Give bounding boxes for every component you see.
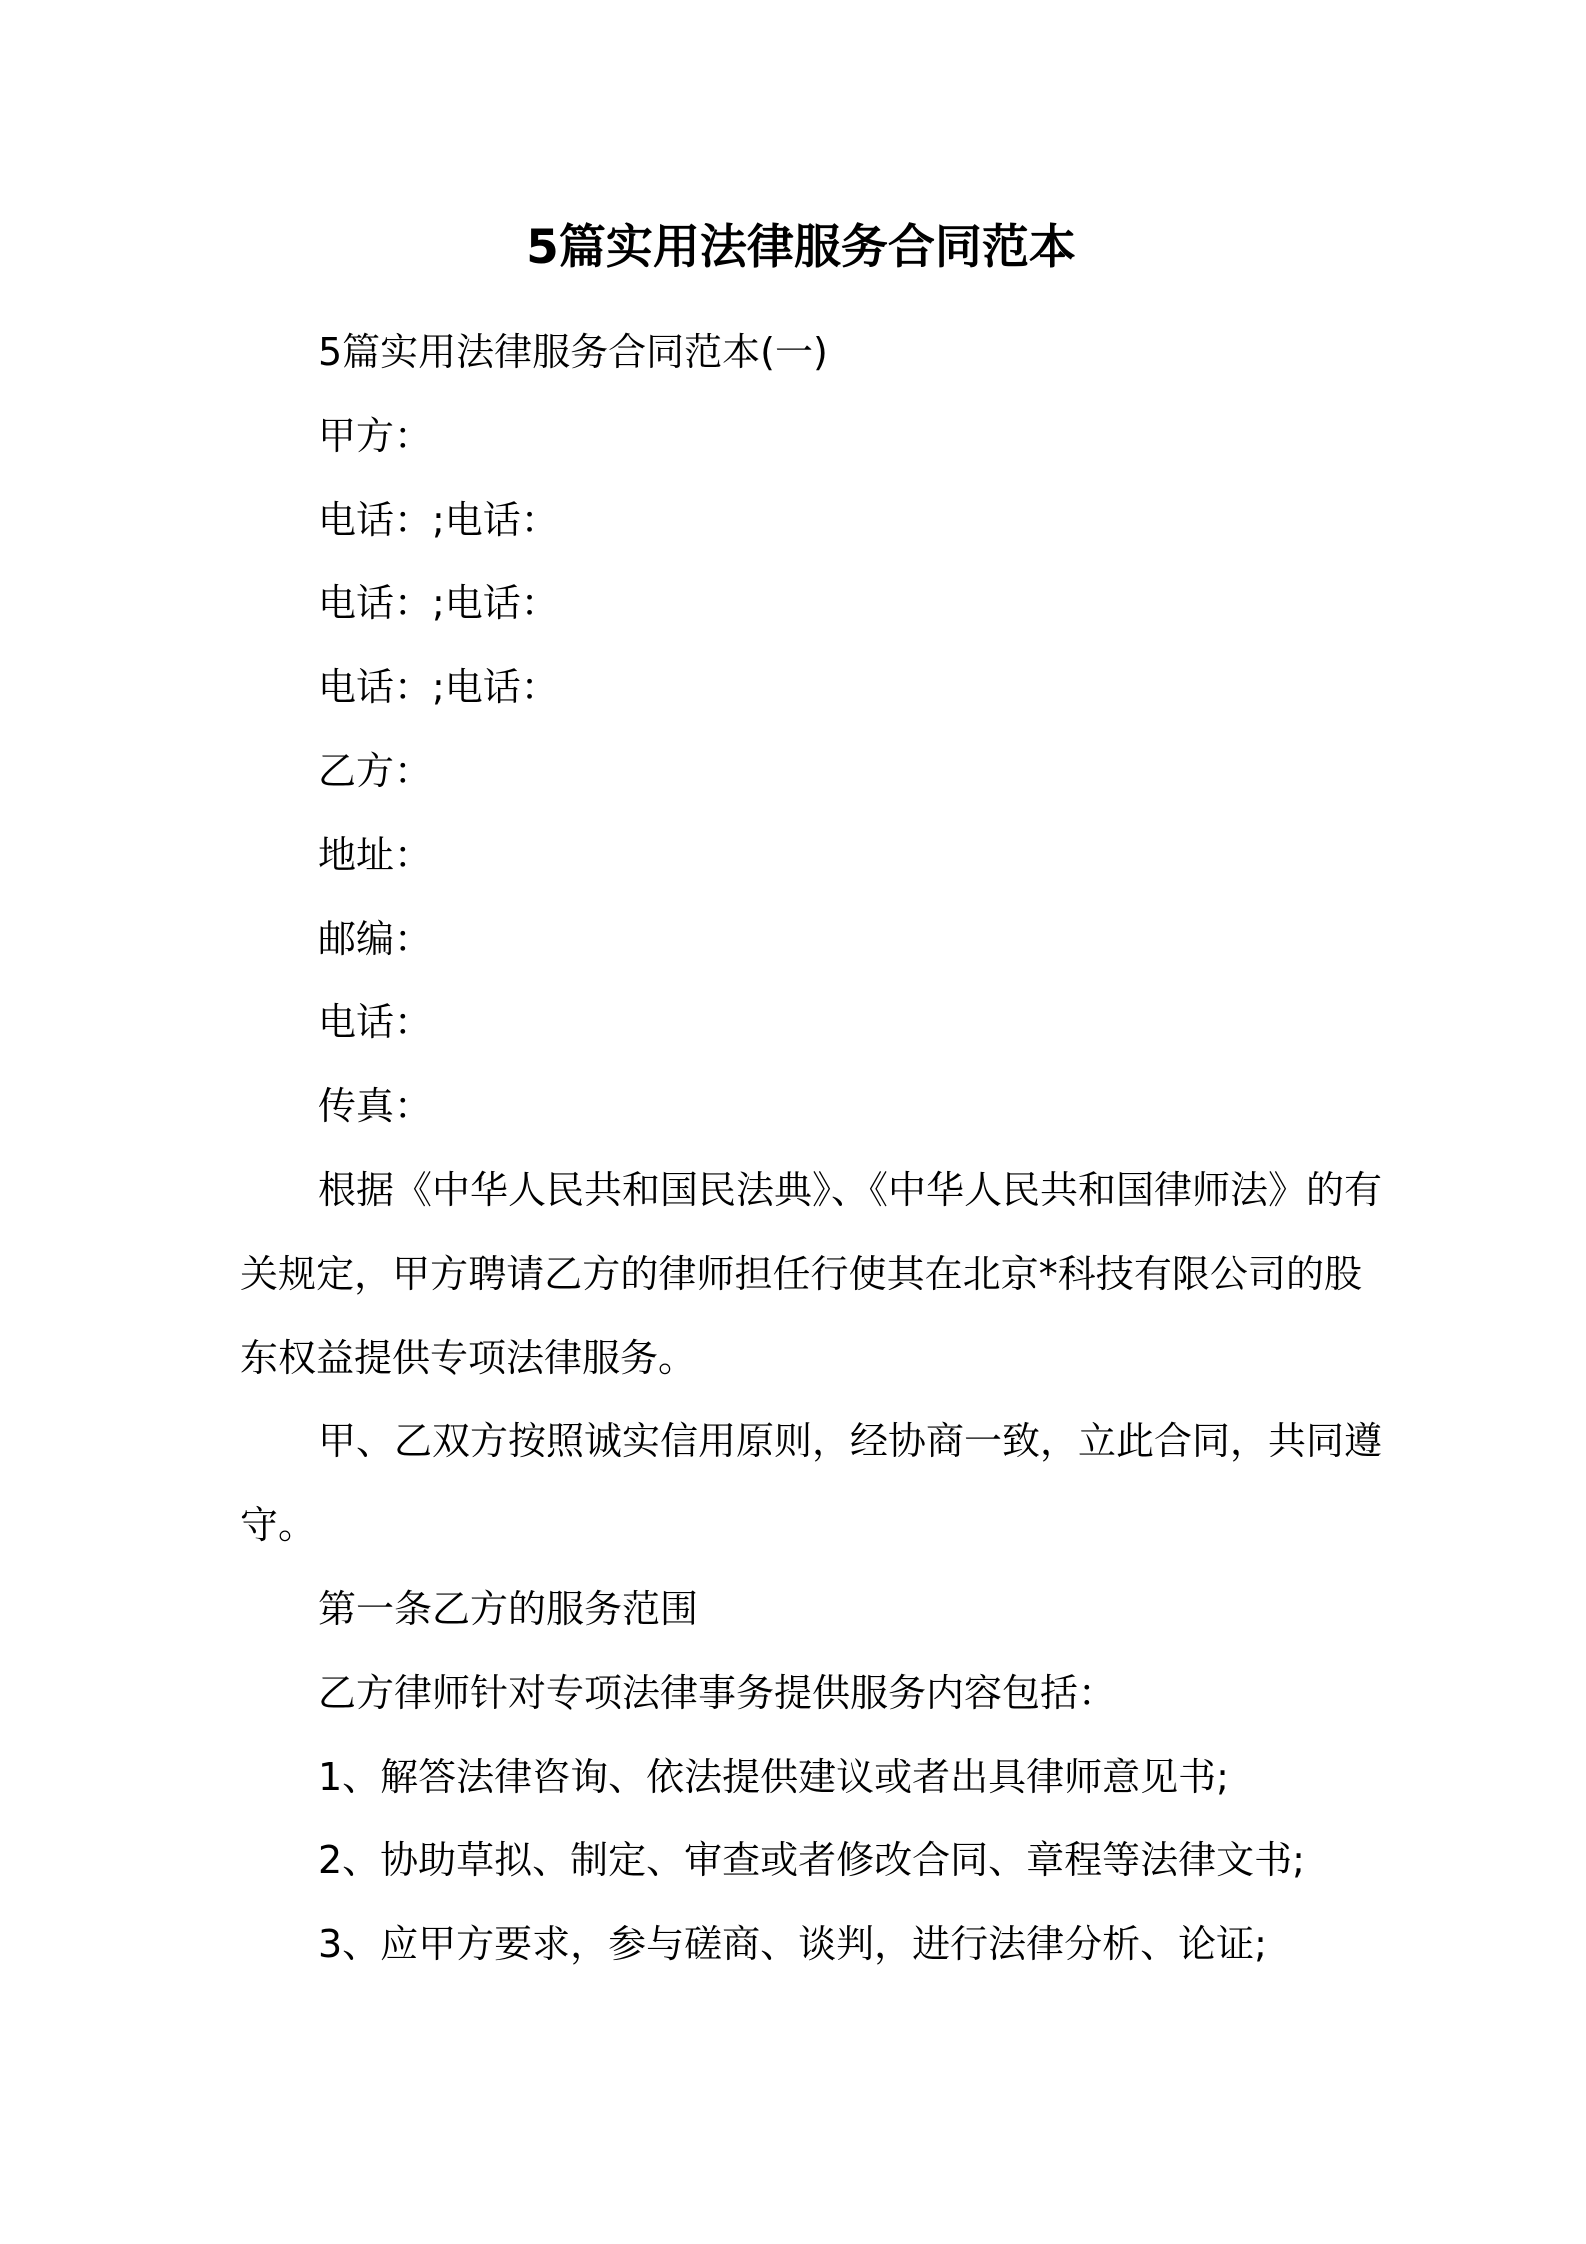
document-title: 5篇实用法律服务合同范本 [526, 220, 1076, 275]
article-1-intro: 乙方律师针对专项法律事务提供服务内容包括： [318, 1670, 1117, 1715]
article-1-heading: 第一条乙方的服务范围 [318, 1586, 699, 1631]
paragraph-line: 守。 [240, 1503, 317, 1548]
address-field: 地址： [318, 832, 433, 877]
fax-field: 传真： [318, 1084, 433, 1129]
phone-field-line: 电话：;电话： [318, 497, 559, 542]
paragraph-line: 根据《中华人民共和国民法典》、《中华人民共和国律师法》的有 [318, 1167, 1383, 1212]
paragraph-line: 东权益提供专项法律服务。 [240, 1335, 697, 1380]
document-body [240, 311, 1383, 1987]
postcode-field: 邮编： [318, 916, 433, 961]
phone-field: 电话： [318, 1000, 433, 1045]
service-item: 1、解答法律咨询、依法提供建议或者出具律师意见书; [318, 1754, 1229, 1799]
contract-subtitle: 5篇实用法律服务合同范本(一) [318, 330, 828, 374]
service-item: 2、协助草拟、制定、审查或者修改合同、章程等法律文书; [318, 1838, 1305, 1883]
party-a-field: 甲方： [318, 413, 433, 458]
service-item-list [240, 1736, 1362, 1987]
phone-field-line: 电话：;电话： [318, 665, 559, 710]
party-b-field: 乙方： [318, 748, 433, 793]
phone-field-line: 电话：;电话： [318, 581, 559, 626]
preamble-paragraph [240, 1149, 1383, 1400]
service-item: 3、应甲方要求，参与磋商、谈判，进行法律分析、论证; [318, 1922, 1267, 1967]
paragraph-line: 关规定，甲方聘请乙方的律师担任行使其在北京*科技有限公司的股 [240, 1251, 1362, 1296]
paragraph-line: 甲、乙双方按照诚实信用原则，经协商一致，立此合同，共同遵 [318, 1419, 1383, 1464]
agreement-paragraph [240, 1400, 1383, 1568]
